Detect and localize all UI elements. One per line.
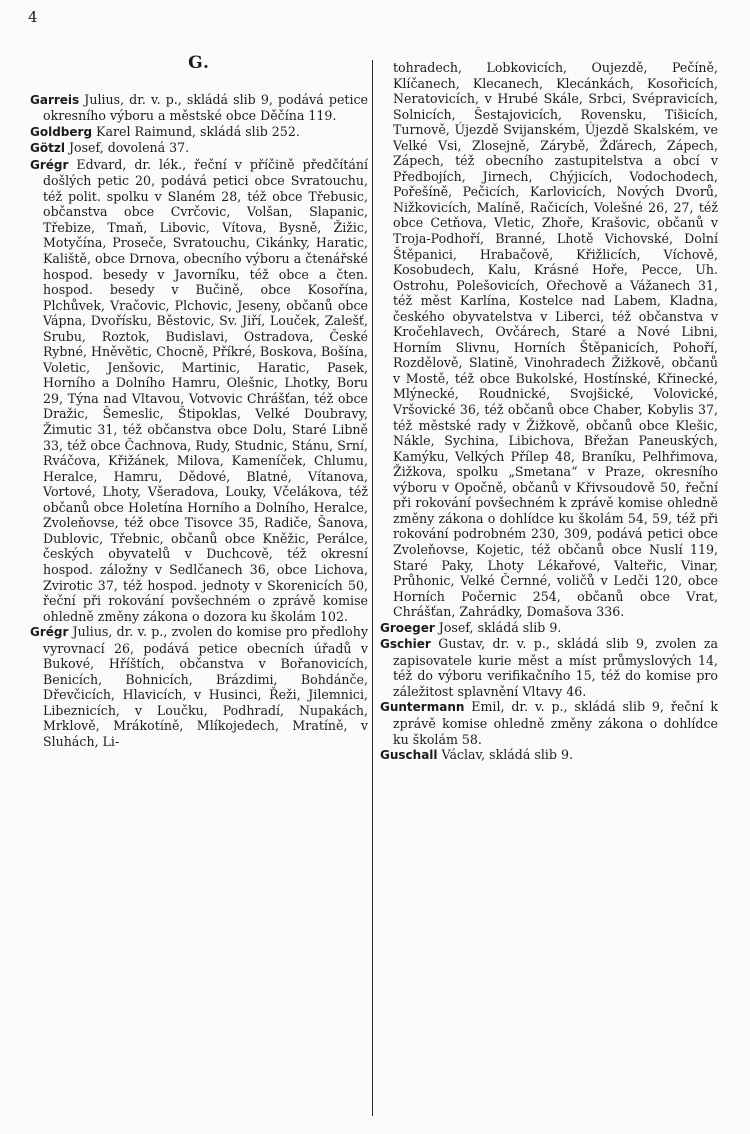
index-entry xyxy=(380,699,718,747)
entry-name: Gschier xyxy=(380,637,431,652)
section-heading: G. xyxy=(188,53,210,73)
right-column xyxy=(380,60,718,764)
entry-text: Gustav, dr. v. p., skládá slib 9, zvolen za zapisovatele kurie měst a míst průmyslových 14, též do výboru verifikačního 15, též do komise pro záležitost splavnění Vltavy 46. xyxy=(393,636,718,699)
index-entry xyxy=(30,92,368,124)
entry-name: Guntermann xyxy=(380,700,465,715)
entry-text: Edvard, dr. lék., řeční v příčině předčítání došlých petic 20, podává petici obce Svratouchu, též polit. spolku v Slaném 28, též obce Třebusic, občanstva obce Cvrčovic, Volšan, Slapanic, Třebize, Tmaň, Libovic, Vítova, Bysně, Žižic, Motyčína, Proseče, Svratouchu, Cikánky, Haratic, Kaliště, obce Drnova, obecního výboru a čtenářské hospod. besedy v Javorníku, též obce a čten. hospod. besedy v Bučině, obce Kosořína, Plchůvek, Vračovic, Plchovic, Jeseny, občanů obce Vápna, Dvořísku, Běstovic, Sv. Jiří, Louček, Zalešť, Srubu, Roztok, Budislavi, Ostradova, České Rybné, Hněvětic, Chocně, Příkré, Boskova, Bošína, Voletic, Jenšovic, Martinic, Haratic, Pasek, Horního a Dolního Hamru, Olešnic, Lhotky, Boru 29, Týna nad Vltavou, Votvovic Chrášťan, též obce Dražic, Šemeslic, Štipoklas, Velké Doubravy, Žimutic 31, též občanstva obce Dolu, Staré Libně 33, též obce Čachnova, Rudy, Studnic, Stánu, Srní, Rváčova, Křižánek, Milova, Kameníček, Chlumu, Heralce, Hamru, Dědové, Blatné, Vítanova, Vortové, Lhoty, Všeradova, Louky, Včelákova, též občanů obce Holetína Horního a Dolního, Heralce, Zvoleňovse, též obce Tisovce 35, Radiče, Šanova, Dublovic, Třebnic, občanů obce Kněžic, Perálce, českých obyvatelů v Duchcově, též okresní hospod. záložny v Sedlčanech 36, obce Lichova, Zvirotic 37, též hospod. jednoty v Skorenicích 50, řeční při rokování povšechném o zprávě komise ohledně změny zákona o dozora ku školám 102. xyxy=(43,156,368,624)
entry-text: Emil, dr. v. p., skládá slib 9, řeční k zprávě komise ohledně změny zákona o dohlídce ku školám 58. xyxy=(393,699,718,747)
entry-name: Guschall xyxy=(380,748,438,763)
index-entry xyxy=(380,747,718,764)
entry-continuation: tohradech, Lobkovicích, Oujezdě, Pečíně, Klíčanech, Klecanech, Klecánkách, Kosořicích, Neratovicích, v Hrubé Skále, Srbci, Svépravicích, Solnicích, Šestajovicích, Rovensku, Tišicích, Turnově, Újezdě Svijanském, Újezdě Skalském, ve Velké Vsi, Zlosejně, Zárybě, Žďárech, Zápech, Zápech, též obecního zastupitelstva a obcí v Předbojích, Jirnech, Chýjicích, Vodochodech, Pořešíně, Pečicích, Karlovicích, Nových Dvorů, Nižkovicích, Malíně, Račicích, Volešné 26, 27, též obce Cetňova, Vletic, Zhoře, Krašovic, občanů v Troja-Podhoří, Branné, Lhotě Vichovské, Dolní Štěpanici, Hrabačově, Křižlicích, Víchově, Kosobudech, Kalu, Krásné Hoře, Pecce, Uh. Ostrohu, Polešovicích, Ořechově a Vážanech 31, též měst Karlína, Kostelce nad Labem, Kladna, českého obyvatelstva v Liberci, též občanstva v Kročehlavech, Ovčárech, Staré a Nové Libni, Horním Slivnu, Horních Štěpanicích, Pohoří, Rozdělově, Slatině, Vinohradech Žižkově, občanů v Mostě, též obce Bukolské, Hostínské, Křinecké, Mlýnecké, Roudnické, Svojšické, Volovické, Vršovické 36, též občanů obce Chaber, Kobylis 37, též městské rady v Žižkově, občanů obce Klešic, Nákle, Sychina, Libichova, Břežan Paneuských, Kamýku, Velkých Přílep 48, Braníku, Pelhřimova, Žižkova, spolku „Smetana“ v Praze, okresního výboru v Opočně, občanů v Křivsoudově 50, řeční při rokování povšechném k zprávě komise ohledně změny zákona o dohlídce ku školám 54, 59, též při rokování podrobném 230, 309, podává petici obce Zvoleňovse, Kojetic, též občanů obce Nuslí 119, Staré Paky, Lhoty Lékařové, Valteřic, Vinar, Průhonic, Velké Černné, voličů v Ledči 120, obce Horních Počernic 254, občanů obce Vrat, Chrášťan, Zahrádky, Domašova 336. xyxy=(393,60,718,620)
entry-name: Grégr xyxy=(30,625,69,640)
page-number: 4 xyxy=(28,8,38,26)
left-column xyxy=(30,53,368,750)
entry-name: Goldberg xyxy=(30,124,93,139)
index-entry xyxy=(30,124,368,141)
entry-text: Josef, dovolená 37. xyxy=(64,140,190,156)
index-entry xyxy=(30,624,368,749)
entry-name: Groeger xyxy=(380,620,435,635)
index-entry xyxy=(30,157,368,624)
column-divider xyxy=(372,60,373,1116)
entry-text: Karel Raimund, skládá slib 252. xyxy=(92,123,300,139)
index-entry xyxy=(380,636,718,699)
index-entry xyxy=(380,620,718,637)
entry-name: Götzl xyxy=(30,141,65,156)
entry-name: Garreis xyxy=(30,92,80,107)
entry-text: Václav, skládá slib 9. xyxy=(437,747,573,763)
entry-text: Julius, dr. v. p., zvolen do komise pro předlohy vyrovnací 26, podává petice obecních úřadů v Bukové, Hříštích, občanstva v Bořanovicích, Benicích, Bohnicích, Brázdimi, Bohdánče, Dřevčicích, Hlavicích, v Husinci, Řeži, Jilemnici, Libeznicích, v Loučku, Podhradí, Nupakách, Mrklově, Mrákotíně, Mlíkojedech, Mratíně, v Sluhách, Li- xyxy=(43,624,368,749)
entry-text: Josef, skládá slib 9. xyxy=(434,619,562,635)
index-entry xyxy=(30,140,368,157)
entry-name: Grégr xyxy=(30,157,69,172)
entry-text: Julius, dr. v. p., skládá slib 9, podává petice okresního výboru a městské obce Děčína 119. xyxy=(43,91,368,124)
